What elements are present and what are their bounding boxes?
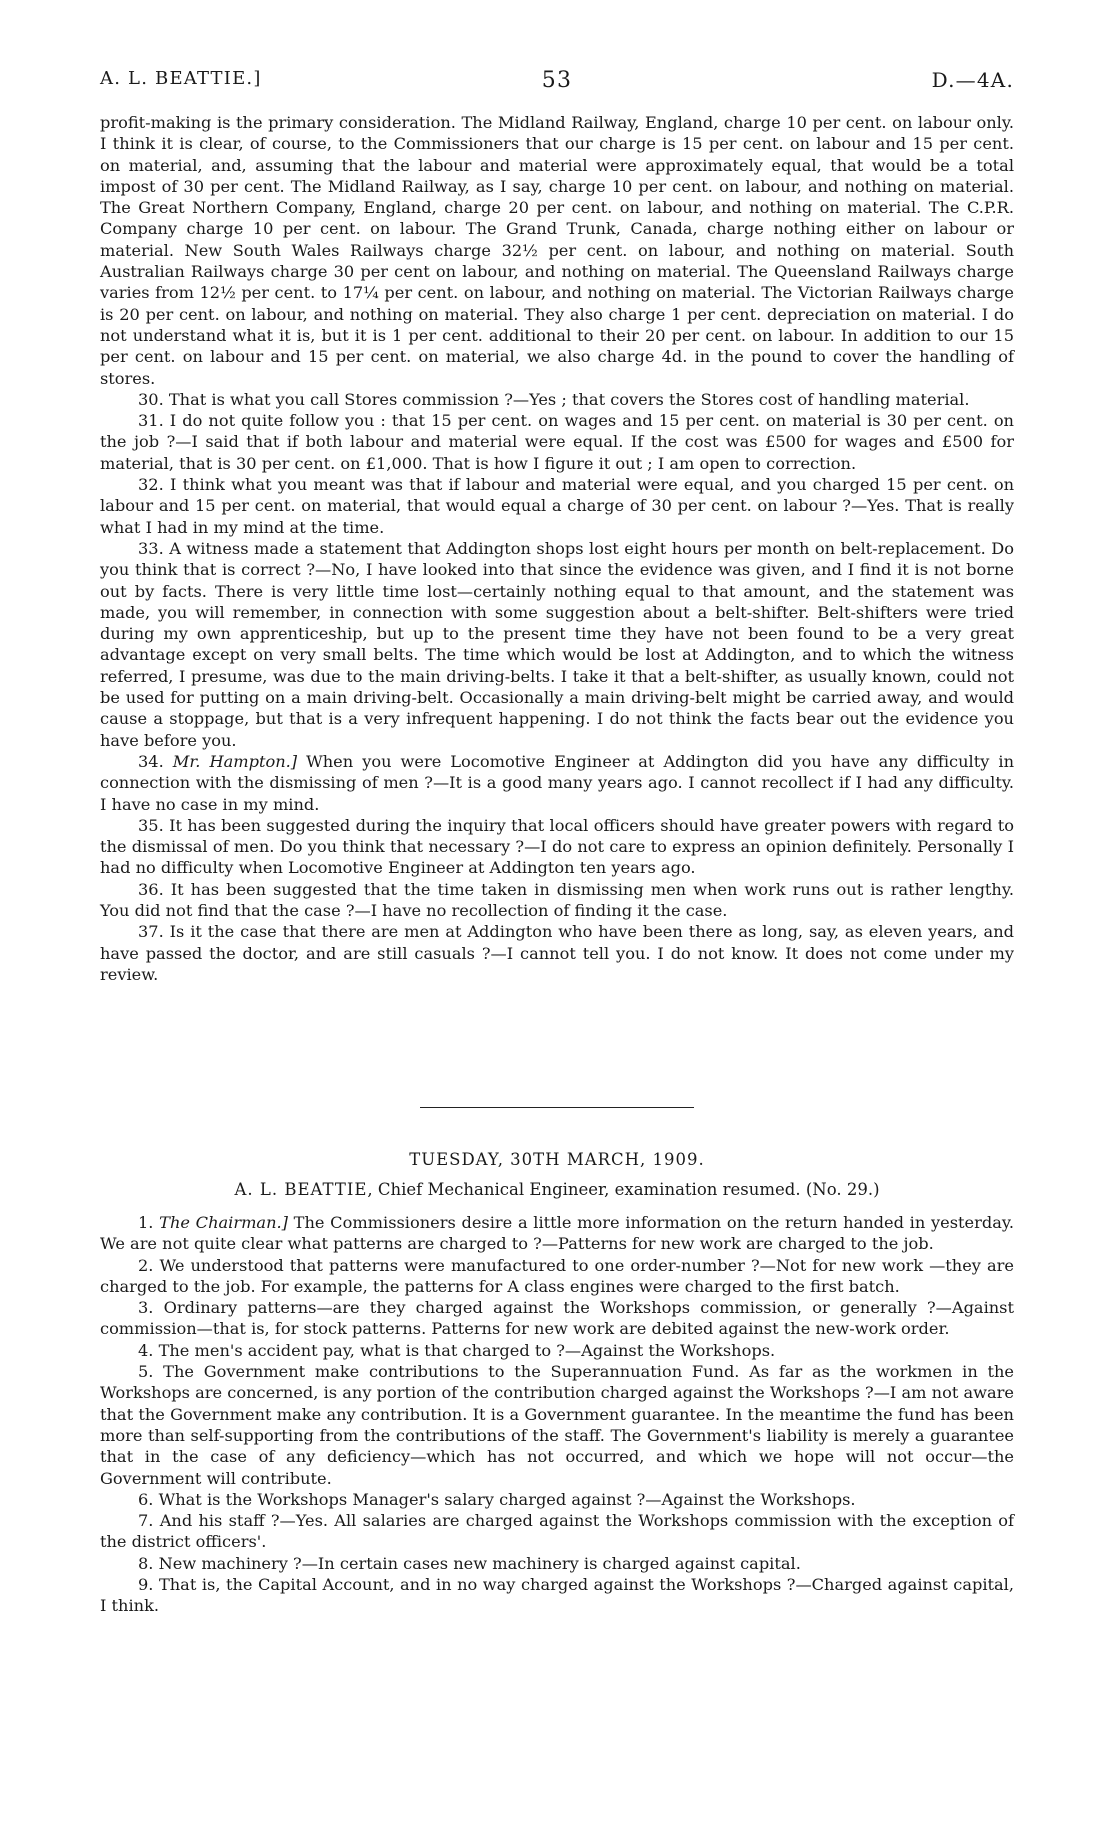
paragraph: 30. That is what you call Stores commission ?—Yes ; that covers the Stores cost of handling material.: [138, 389, 970, 409]
paragraph: 5. The Government make contributions to the Superannuation Fund. As far as the workmen in the Workshops are concerned, is any portion of the contribution charged against the Workshops ?—I am not aware that the Government make any contribution. It is a Government guarantee. In the meantime the fund has been more than self-supporting from the contributions of the staff. The Government's liability is merely a guarantee that in the case of any deficiency—which has not occurred, and which we hope will not occur—the Government will contribute.: [100, 1362, 1014, 1488]
page-header: [100, 68, 1014, 98]
paragraph-text: When you were Locomotive Engineer at Addington did you have any difficulty in connection with the dismissing of men ?—It is a good many years ago. I cannot recollect if I had any difficulty. I have no case in my mind.: [100, 751, 1014, 814]
speaker-name: Mr. Hampton.]: [172, 751, 298, 771]
header-witness-name: A. L. BEATTIE.]: [100, 68, 262, 89]
paragraph: 6. What is the Workshops Manager's salary charged against ?—Against the Workshops.: [138, 1489, 856, 1509]
paragraph: 33. A witness made a statement that Addington shops lost eight hours per month on belt-replacement. Do you think that is correct ?—No, I have looked into that since the evidence was given, and I find it is not borne out by facts. There is very little time lost—certainly nothing equal to that amount, and the statement was made, you will remember, in connection with some suggestion about a belt-shifter. Belt-shifters were tried during my own apprenticeship, but up to the present time they have not been found to be a very great advantage except on very small belts. The time which would be lost at Addington, and to which the witness referred, I presume, was due to the main driving-belts. I take it that a belt-shifter, as usually known, could not be used for putting on a main driving-belt. Occasionally a main driving-belt might be carried away, and would cause a stoppage, but that is a very infrequent happening. I do not think the facts bear out the evidence you have before you.: [100, 538, 1014, 750]
evidence-section-1: [100, 112, 1014, 985]
page-number: 53: [541, 68, 573, 93]
witness-name: A. L. BEATTIE: [234, 1180, 368, 1199]
date-heading: TUESDAY, 30TH MARCH, 1909.: [409, 1150, 705, 1169]
paragraph: [100, 751, 1014, 815]
paragraph: 8. New machinery ?—In certain cases new machinery is charged against capital.: [138, 1553, 801, 1573]
section-divider: [420, 1107, 694, 1108]
witness-heading: [0, 1180, 1114, 1199]
paragraph: 3. Ordinary patterns—are they charged against the Workshops commission, or generally ?—Against commission—that is, for stock patterns. Patterns for new work are debited against the new-work order.: [100, 1298, 1014, 1339]
question-number: 34.: [138, 751, 173, 771]
paragraph: 9. That is, the Capital Account, and in no way charged against the Workshops ?—Charged against capital, I think.: [100, 1575, 1014, 1616]
paragraph-text: The Commissioners desire a little more information on the return handed in yesterday. We are not quite clear what patterns are charged to ?—Patterns for new work are charged to the job.: [100, 1213, 1014, 1254]
paragraph: 35. It has been suggested during the inquiry that local officers should have greater powers with regard to the dismissal of men. Do you think that necessary ?—I do not care to express an opinion definitely. Personally I had no difficulty when Locomotive Engineer at Addington ten years ago.: [100, 815, 1014, 878]
paragraph: 2. We understood that patterns were manufactured to one order-number ?—Not for new work —they are charged to the job. For example, the patterns for A class engines were charged to the first batch.: [100, 1255, 1014, 1296]
paragraph: 37. Is it the case that there are men at Addington who have been there as long, say, as eleven years, and have passed the doctor, and are still casuals ?—I cannot tell you. I do not know. It does not come under my review.: [100, 922, 1014, 984]
paragraph: [100, 1212, 1014, 1255]
paragraph: 31. I do not quite follow you : that 15 per cent. on wages and 15 per cent. on material is 30 per cent. on the job ?—I said that if both labour and material were equal. If the cost was £500 for wages and £500 for material, that is 30 per cent. on £1,000. That is how I figure it out ; I am open to correction.: [100, 411, 1014, 473]
paragraph: 36. It has been suggested that the time taken in dismissing men when work runs out is rather lengthy. You did not find that the case ?—I have no recollection of finding it the case.: [100, 879, 1014, 920]
speaker-name: The Chairman.]: [159, 1213, 288, 1232]
evidence-section-2: [100, 1212, 1014, 1617]
paragraph: profit-making is the primary consideration. The Midland Railway, England, charge 10 per cent. on labour only. I think it is clear, of course, to the Commissioners that our charge is 15 per cent. on labour and 15 per cent. on material, and, assuming that the labour and material were approximately equal, that would be a total impost of 30 per cent. The Midland Railway, as I say, charge 10 per cent. on labour, and nothing on material. The Great Northern Company, England, charge 20 per cent. on labour, and nothing on material. The C.P.R. Company charge 10 per cent. on labour. The Grand Trunk, Canada, charge nothing either on labour or material. New South Wales Railways charge 32½ per cent. on labour, and nothing on material. South Australian Railways charge 30 per cent on labour, and nothing on material. The Queensland Railways charge varies from 12½ per cent. to 17¼ per cent. on labour, and nothing on material. The Victorian Railways charge is 20 per cent. on labour, and nothing on material. They also charge 1 per cent. depreciation on material. I do not understand what it is, but it is 1 per cent. additional to their 20 per cent. on labour. In addition to our 15 per cent. on labour and 15 per cent. on material, we also charge 4d. in the pound to cover the handling of stores.: [100, 113, 1014, 388]
paragraph: 32. I think what you meant was that if labour and material were equal, and you charged 15 per cent. on labour and 15 per cent. on material, that would equal a charge of 30 per cent. on labour ?—Yes. That is really what I had in my mind at the time.: [100, 475, 1014, 537]
document-reference: D.—4A.: [931, 68, 1014, 92]
paragraph: 4. The men's accident pay, what is that charged to ?—Against the Workshops.: [138, 1340, 776, 1360]
question-number: 1.: [138, 1213, 160, 1232]
paragraph: 7. And his staff ?—Yes. All salaries are charged against the Workshops commission with the exception of the district officers'.: [100, 1511, 1014, 1552]
witness-heading-rest: , Chief Mechanical Engineer, examination resumed. (No. 29.): [367, 1180, 880, 1199]
